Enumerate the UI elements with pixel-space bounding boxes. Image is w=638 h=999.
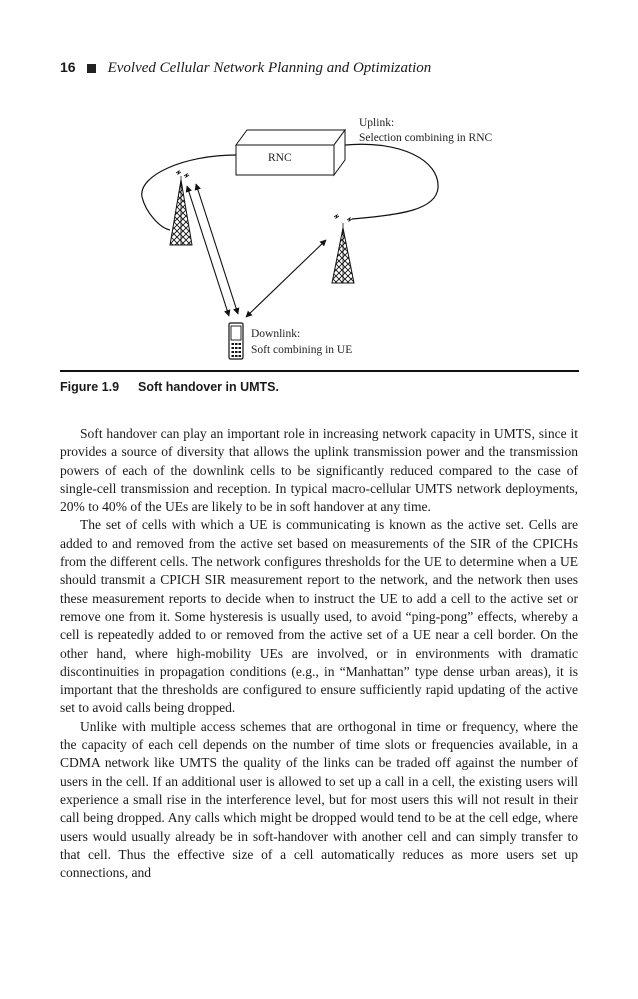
running-header [60, 57, 580, 77]
right-tower-icon [332, 215, 354, 283]
caption-rule [60, 370, 579, 372]
paragraph: Soft handover can play an important role in increasing network capacity in UMTS, since it provides a source of diversity that allows the uplink transmission power and the transmission powers of each of the downlink cells to be significantly reduced compared to the case of single-cell transmission and reception. In typical macro-cellular UMTS network deployments, 20% to 40% of the UEs are likely to be in soft handover at any time. [60, 426, 578, 515]
paragraph: Unlike with multiple access schemes that are orthogonal in time or frequency, where the the capacity of each cell depends on the number of time slots or frequencies available, in a CDMA network like UMTS the quality of the links can be traded off against the number of users in the cell. If an additional user is allowed to set up a call in a cell, the existing users will experience a small rise in the interference level, but for most users this will not result in their call being dropped. Any calls which might be dropped would tend to be at the cell edge, where users would usually already be in soft-handover with another cell and can simply transfer to that cell. Thus the effective size of a cell automatically reduces as more users set up connections, and [60, 718, 578, 881]
figure-caption-text: Soft handover in UMTS. [138, 380, 279, 394]
ue-phone-icon [229, 323, 243, 359]
page-number: 16 [60, 59, 76, 75]
left-tower-icon [170, 171, 192, 245]
uplink-label-title: Uplink: [359, 117, 395, 129]
body-text [60, 425, 578, 882]
square-bullet-icon [87, 64, 96, 73]
book-title: Evolved Cellular Network Planning and Optimization [107, 60, 432, 76]
paragraph: The set of cells with which a UE is communicating is known as the active set. Cells are added to and removed from the active set based on measurements of the SIR of the CPICHs from the different cells. The network configures thresholds for the UE to determine when a UE should transmit a CPICH SIR measurement report to the network, and the network then uses these measurement reports to decide when to instruct the UE to add a cell to the active set or remove one from it. Some hysteresis is usually used, to avoid “ping-pong” effects, whereby a cell is repeatedly added to or removed from the active set of a UE near a cell border. On the other hand, where high-mobility UEs are involved, or in environments with dramatic discontinuities in propagation conditions (e.g., in “Manhattan” type dense urban areas), it is important that the thresholds are configured to ensure sufficiently rapid updating of the active set to avoid calls being dropped. [60, 517, 578, 716]
figure-number: Figure 1.9 [60, 380, 120, 394]
downlink-label-title: Downlink: [251, 328, 301, 340]
downlink-arrow-left [196, 184, 238, 314]
soft-handover-diagram [0, 100, 638, 362]
right-link-curve [345, 144, 438, 219]
rnc-label: RNC [268, 152, 292, 164]
figure-caption [60, 380, 279, 394]
uplink-arrow-left [187, 186, 229, 316]
radio-link-right [246, 240, 326, 317]
downlink-label-detail: Soft combining in UE [251, 344, 353, 356]
uplink-label-detail: Selection combining in RNC [359, 132, 493, 144]
